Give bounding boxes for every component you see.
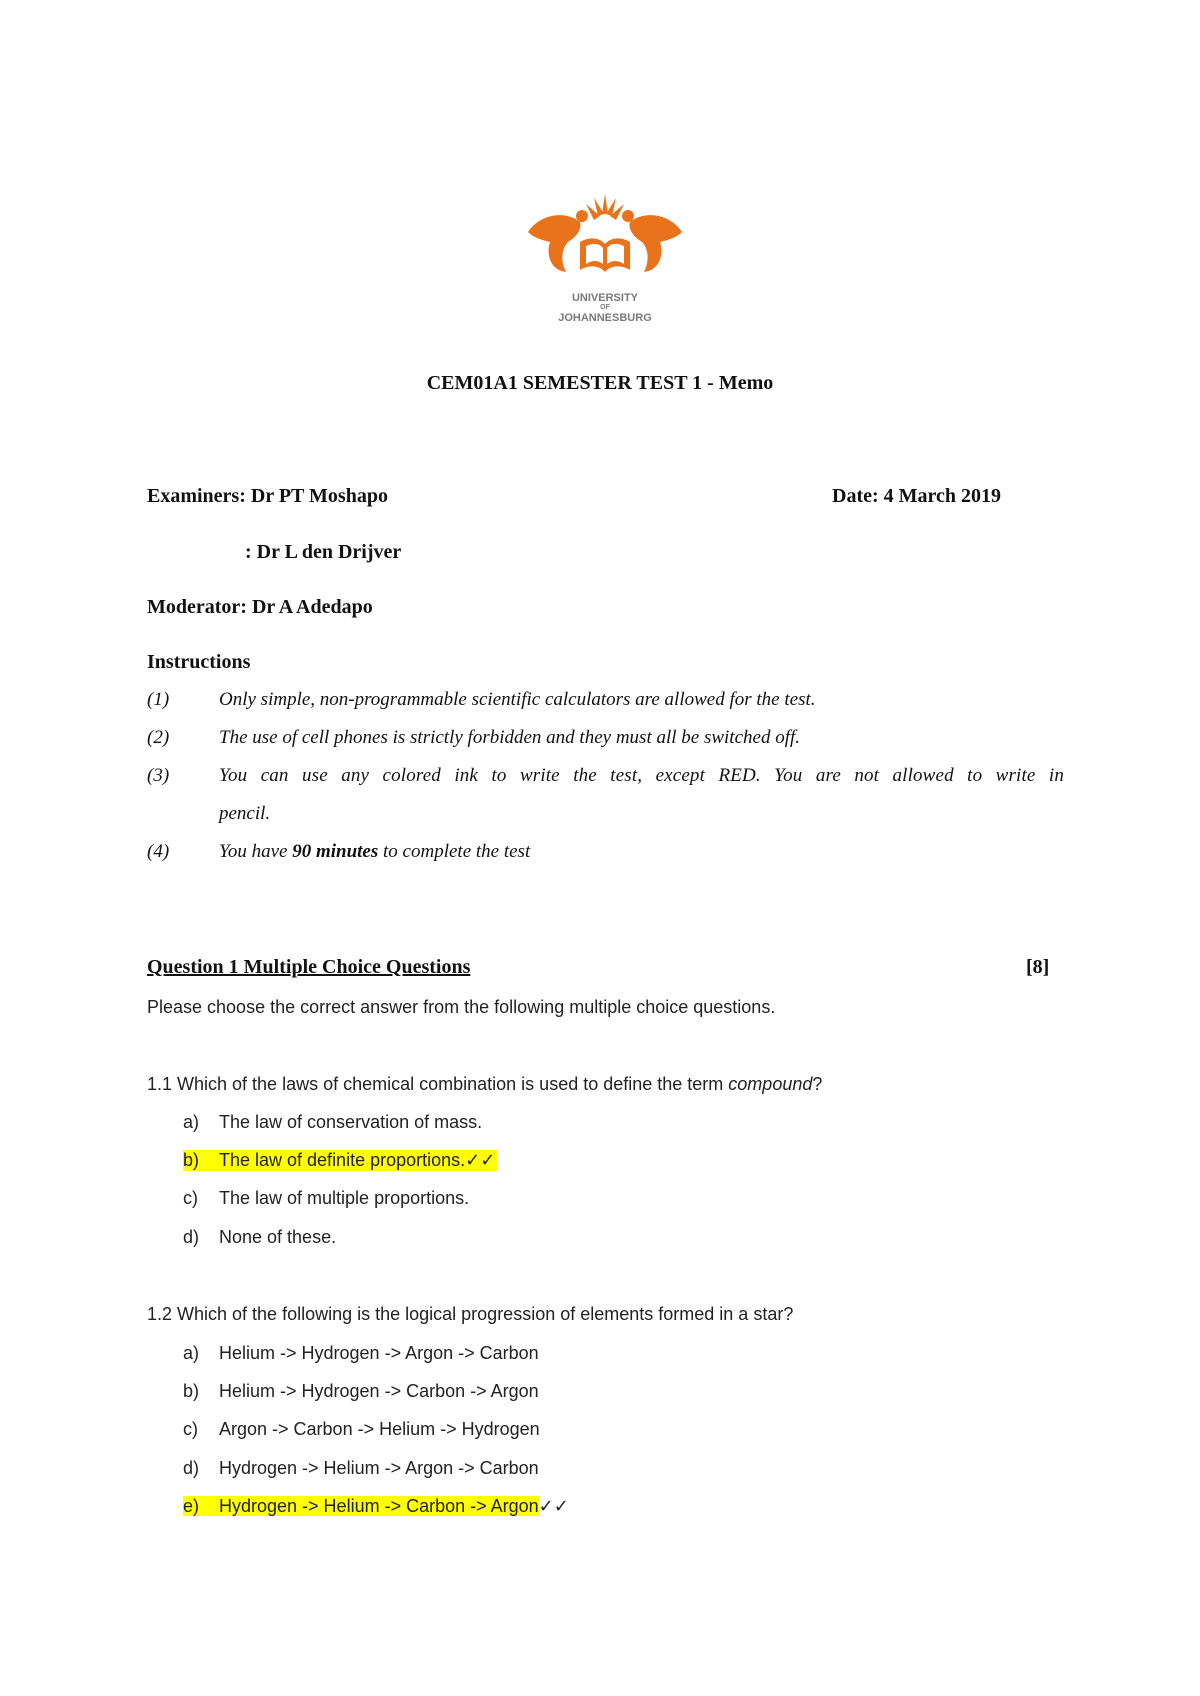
option-c bbox=[183, 1188, 469, 1209]
option-text: Hydrogen -> Helium -> Carbon -> Argon bbox=[219, 1496, 539, 1516]
option-text: The law of conservation of mass. bbox=[219, 1112, 483, 1132]
option-letter: b) bbox=[183, 1150, 200, 1170]
logo-text-of: OF bbox=[600, 304, 610, 311]
option-letter: d) bbox=[183, 1458, 200, 1478]
option-a bbox=[183, 1343, 539, 1364]
instruction-text-part: You have bbox=[219, 841, 293, 862]
option-letter: e) bbox=[183, 1496, 200, 1516]
instructions-heading: Instructions bbox=[147, 651, 251, 673]
examiners-line: Examiners: Dr PT Moshapo bbox=[147, 485, 388, 507]
logo-text-johannesburg: JOHANNESBURG bbox=[558, 312, 652, 324]
instruction-number: (2) bbox=[147, 727, 170, 748]
question-1-2-stem: 1.2 Which of the following is the logical progression of elements formed in a star? bbox=[147, 1304, 794, 1324]
instruction-text: The use of cell phones is strictly forbidden and they must all be switched off. bbox=[219, 727, 801, 748]
option-text: The law of definite proportions.✓✓ bbox=[219, 1150, 496, 1170]
question-stem-italic: compound bbox=[728, 1074, 813, 1094]
option-text: Helium -> Hydrogen -> Argon -> Carbon bbox=[219, 1343, 539, 1363]
instruction-text-part: to complete the test bbox=[378, 841, 531, 862]
option-letter: b) bbox=[183, 1381, 200, 1401]
option-letter: d) bbox=[183, 1227, 200, 1247]
option-b bbox=[183, 1381, 539, 1402]
option-text: Hydrogen -> Helium -> Argon -> Carbon bbox=[219, 1458, 539, 1478]
question-marks: [8] bbox=[1026, 956, 1050, 978]
option-text: The law of multiple proportions. bbox=[219, 1188, 470, 1208]
moderator-line: Moderator: Dr A Adedapo bbox=[147, 596, 373, 618]
option-letter: c) bbox=[183, 1419, 198, 1439]
document-title: CEM01A1 SEMESTER TEST 1 - Memo bbox=[426, 372, 774, 394]
option-text: Argon -> Carbon -> Helium -> Hydrogen bbox=[219, 1419, 540, 1439]
question-stem-part: 1.1 Which of the laws of chemical combination is used to define the term bbox=[147, 1074, 729, 1094]
date-line: Date: 4 March 2019 bbox=[832, 485, 1002, 507]
question-heading: Question 1 Multiple Choice Questions bbox=[147, 956, 471, 978]
option-d bbox=[183, 1458, 539, 1479]
option-d bbox=[183, 1227, 336, 1248]
instruction-number: (4) bbox=[147, 841, 170, 862]
logo-text-university: UNIVERSITY bbox=[571, 292, 638, 304]
option-e-correct bbox=[183, 1496, 569, 1517]
option-text: Helium -> Hydrogen -> Carbon -> Argon bbox=[219, 1381, 539, 1401]
option-letter: a) bbox=[183, 1343, 200, 1363]
instruction-emphasis: 90 minutes bbox=[292, 841, 379, 862]
question-1-1-stem bbox=[147, 1074, 822, 1095]
question-stem-part: ? bbox=[812, 1074, 823, 1094]
tick-marks: ✓✓ bbox=[538, 1496, 569, 1516]
option-c bbox=[183, 1419, 540, 1440]
option-text: None of these. bbox=[219, 1227, 337, 1247]
option-letter: a) bbox=[183, 1112, 200, 1132]
instruction-text: Only simple, non-programmable scientific calculators are allowed for the test. bbox=[219, 689, 816, 710]
second-examiner-line: : Dr L den Drijver bbox=[245, 541, 402, 563]
uj-emblem-icon bbox=[520, 192, 690, 287]
instruction-text-continuation: pencil. bbox=[219, 803, 271, 824]
instruction-text: You can use any colored ink to write the test, except RED. You are not allowed to write in bbox=[219, 765, 1064, 786]
instruction-number: (1) bbox=[147, 689, 170, 710]
option-highlight bbox=[183, 1496, 539, 1516]
option-letter: c) bbox=[183, 1188, 198, 1208]
question-intro: Please choose the correct answer from the following multiple choice questions. bbox=[147, 997, 776, 1017]
instruction-number: (3) bbox=[147, 765, 170, 786]
option-b-correct bbox=[183, 1150, 497, 1171]
university-logo bbox=[520, 192, 690, 327]
option-a bbox=[183, 1112, 482, 1133]
instruction-text bbox=[219, 841, 530, 863]
